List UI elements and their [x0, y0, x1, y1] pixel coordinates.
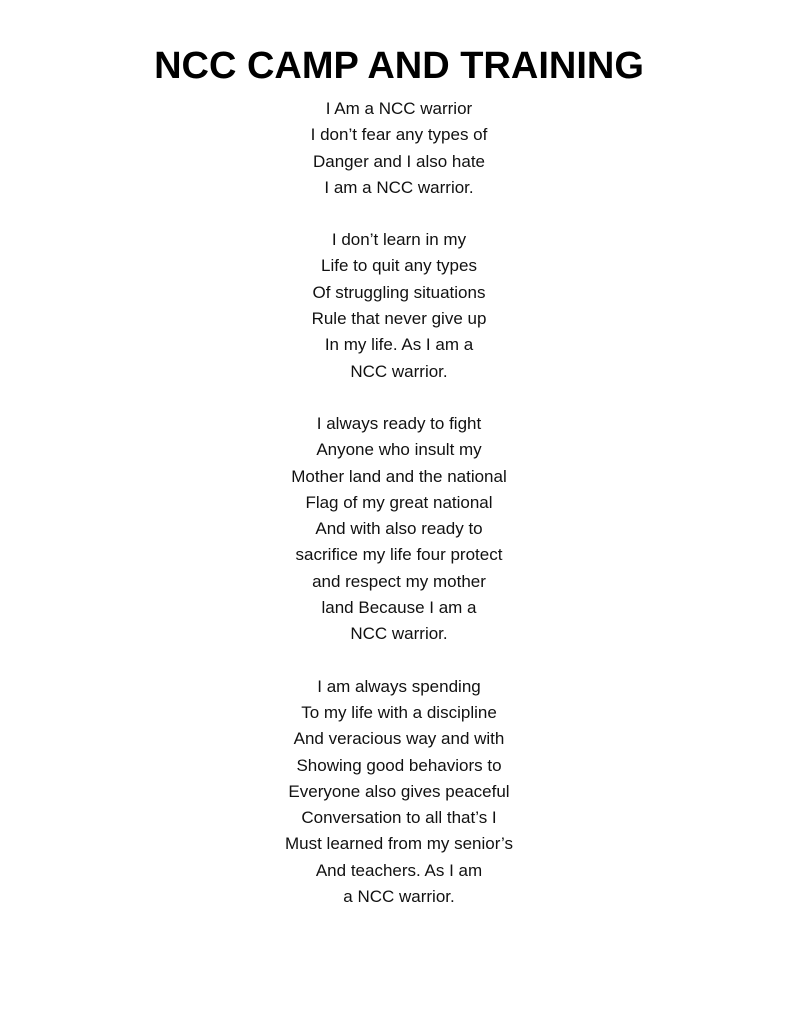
- poem-line: To my life with a discipline: [301, 702, 497, 722]
- poem-line: Of struggling situations: [312, 282, 486, 302]
- poem-line: Mother land and the national: [291, 466, 507, 486]
- page-title: NCC CAMP AND TRAINING: [154, 45, 644, 87]
- poem-line: I don’t fear any types of: [310, 125, 488, 145]
- poem-line: Danger and I also hate: [312, 151, 485, 171]
- poem-line: Rule that never give up: [311, 309, 487, 329]
- poem-line: Flag of my great national: [305, 492, 493, 512]
- poem-line: Must learned from my senior’s: [284, 834, 513, 854]
- poem-line: Life to quit any types: [321, 256, 477, 276]
- poem-line: I am always spending: [317, 676, 481, 696]
- poem-line: and respect my mother: [312, 571, 486, 591]
- stanza-1: [0, 96, 798, 201]
- stanza-2: [0, 227, 798, 385]
- poem-line: And teachers. As I am: [315, 860, 483, 880]
- poem-line: I always ready to fight: [316, 413, 482, 433]
- poem-line: Showing good behaviors to: [296, 755, 502, 775]
- poem-line: I don’t learn in my: [331, 230, 467, 250]
- poem-line: land Because I am a: [321, 598, 477, 618]
- stanza-3: [0, 411, 798, 648]
- poem-line: And with also ready to: [315, 519, 483, 539]
- poem-line: NCC warrior.: [350, 361, 448, 381]
- poem-line: I Am a NCC warrior: [325, 99, 473, 118]
- poem-line: Everyone also gives peaceful: [288, 781, 510, 801]
- poem-line: I am a NCC warrior.: [324, 177, 474, 197]
- poem-line: sacrifice my life four protect: [295, 545, 503, 565]
- poem-line: Anyone who insult my: [316, 440, 482, 460]
- stanza-4: [0, 674, 798, 911]
- poem-body: [0, 96, 798, 936]
- poem-line: In my life. As I am a: [324, 335, 474, 355]
- poem-line: a NCC warrior.: [343, 887, 455, 907]
- poem-line: NCC warrior.: [350, 624, 448, 644]
- poem-line: And veracious way and with: [293, 729, 505, 749]
- poem-line: Conversation to all that’s I: [301, 808, 497, 828]
